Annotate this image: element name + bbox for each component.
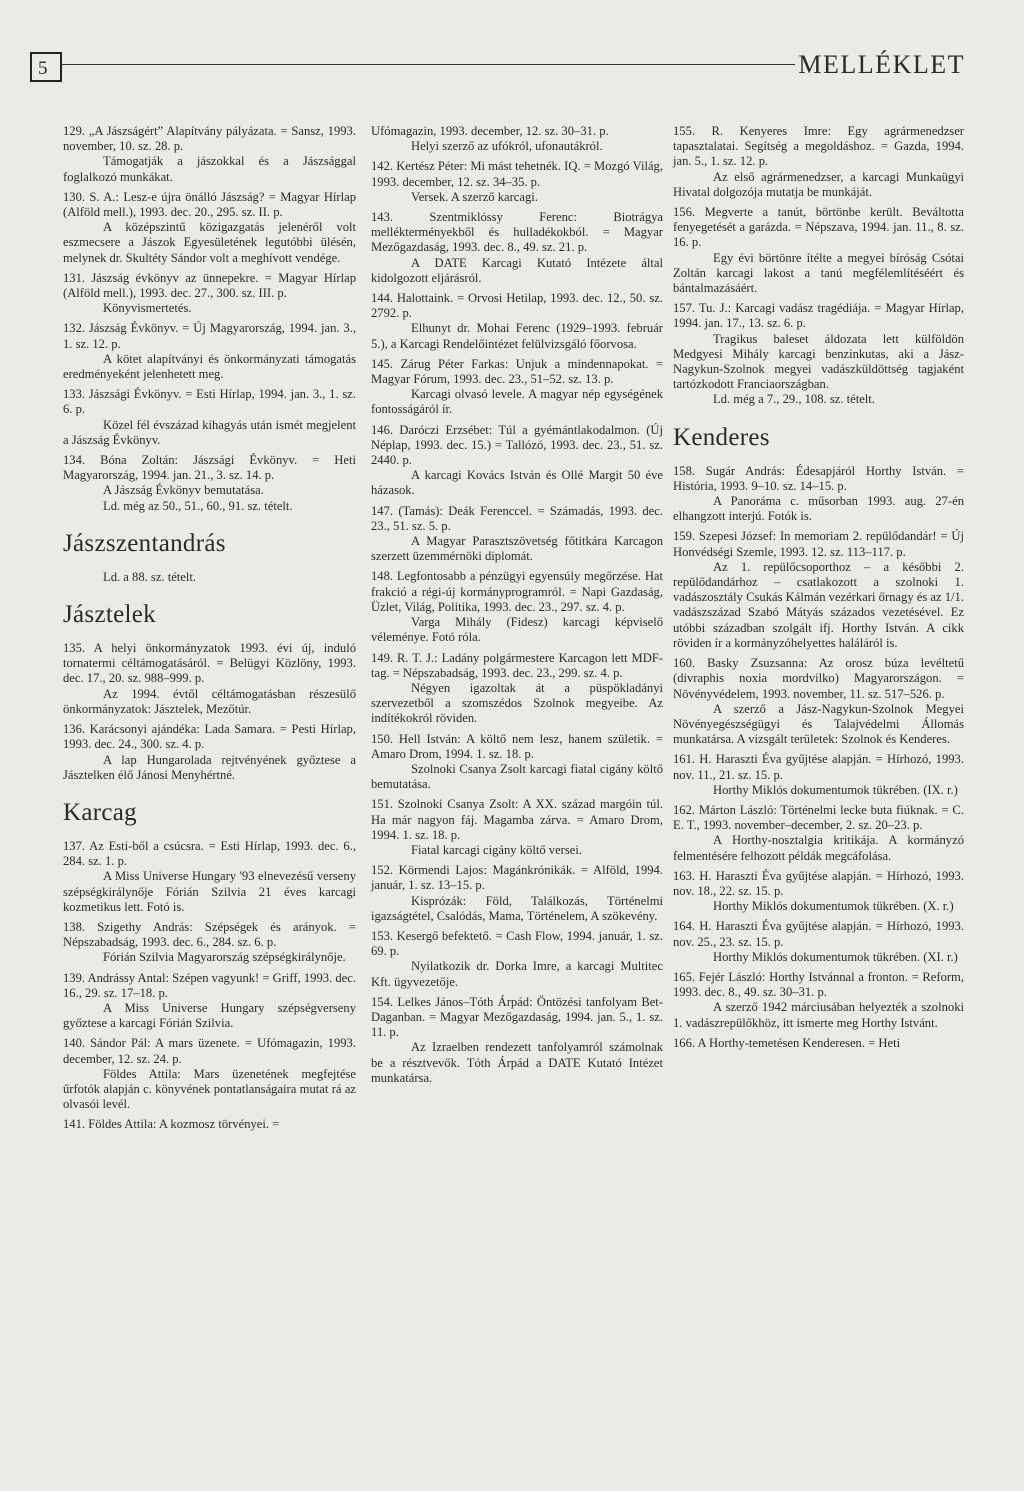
entry-annotation: Szolnoki Csanya Zsolt karcagi fiatal cigány költő bemutatása. [371,761,663,792]
entry-citation: 132. Jászság Évkönyv. = Új Magyarország, 1994. jan. 3., 1. sz. 12. p. [63,321,356,351]
bibliography-entry [673,869,964,915]
bibliography-entry [371,797,663,858]
entry-annotation: Fórián Szilvia Magyarország szépségkirálynője. [103,950,346,965]
entry-annotation: Horthy Miklós dokumentumok tükrében. (IX. r.) [713,782,958,797]
entry-annotation: Varga Mihály (Fidesz) karcagi képviselő véleménye. Fotó róla. [371,615,663,645]
entry-annotation: Földes Attila: Mars üzenetének megfejtése űrfotók alapján c. könyvének pontatlanságaira mutat rá az olvasói levél. [63,1066,356,1112]
entry-annotation: Az első agrármenedzser, a karcagi Munkaügyi Hivatal dolgozója mutatja be munkáját. [673,169,964,199]
bibliography-entry [673,124,964,200]
bibliography-entry [673,464,964,525]
entry-citation: 158. Sugár András: Édesapjáról Horthy István. = História, 1993. 9–10. sz. 14–15. p. [673,463,964,493]
entry-annotation: Kisprózák: Föld, Találkozás, Történelmi igazságtétel, Csalódás, Mama, Történelem, A szökevény. [371,893,663,923]
entry-annotation: Ld. a 88. sz. tételt. [103,569,197,584]
column-2 [371,124,663,1091]
entry-citation: 159. Szepesi József: In memoriam 2. repülődandár! = Új Honvédségi Szemle, 1993. 12. sz. 113–117. p. [673,529,964,559]
entry-annotation: A középszintű közigazgatás jelenéről volt eszmecsere a Jászok Egyesületének legutóbbi ülésén, melynek dr. Skultéty Sándor volt a meghívott vendége. [63,220,356,265]
page-number: 5 [30,52,62,82]
bibliography-entry [673,529,964,651]
entry-citation: 165. Fejér László: Horthy Istvánnal a fronton. = Reform, 1993. dec. 8., 49. sz. 30–31. p. [673,969,964,1000]
entry-citation: 150. Hell István: A költő nem lesz, hanem születik. = Amaro Drom, 1994. 1. sz. 18. p. [371,731,663,761]
entry-citation: 142. Kertész Péter: Mi mást tehetnék. IQ. = Mozgó Világ, 1993. december, 12. sz. 34–35. p. [371,159,663,189]
bibliography-entry [63,1117,356,1132]
entry-annotation: Támogatják a jászokkal és a Jászsággal foglalkozó munkákat. [63,154,356,184]
entry-citation: 143. Szentmiklóssy Ferenc: Biotrágya mellékterményekből és hulladékokból. = Magyar Mezőgazdaság, 1993. dec. 8., 49. sz. 21. p. [371,210,663,255]
entry-citation: 146. Daróczi Erzsébet: Túl a gyémántlakodalmon. (Új Néplap, 1993. dec. 15.) = Tallózó, 1993. dec. 23., 51. sz. 2440. p. [371,422,663,468]
entry-annotation: Versek. A szerző karcagi. [411,189,538,204]
entry-citation: 161. H. Haraszti Éva gyűjtése alapján. = Hírhozó, 1993. nov. 11., 21. sz. 15. p. [673,752,964,782]
entry-citation: 129. „A Jászságért” Alapítvány pályázata. = Sansz, 1993. november, 10. sz. 28. p. [63,124,356,154]
entry-annotation: Négyen igazoltak át a püspökladányi szervezetből a szomszédos Szolnok megyeibe. Az indítékokról röviden. [371,680,663,726]
entry-citation: Ufómagazin, 1993. december, 12. sz. 30–31. p. [371,124,609,138]
bibliography-entry [673,970,964,1031]
entry-citation: 163. H. Haraszti Éva gyűjtése alapján. = Hírhozó, 1993. nov. 18., 22. sz. 15. p. [673,868,964,898]
place-heading: Jászszentandrás [63,529,226,557]
entry-annotation: Az 1. repülőcsoporthoz – a későbbi 2. repülődandárhoz – csatlakozott a szolnoki 1. vadászosztály Csukás Kálmán vezérkari őrnagy és az 1/1. vadászszázad Szabó Mátyás százados vezetésével. Ez utóbbi században szolgált ifj. Horthy István. A cikk röviden ír a kormányzóhelyettes haláláról is. [673,559,964,650]
bibliography-entry [673,1036,964,1051]
entry-citation: 135. A helyi önkormányzatok 1993. évi új, induló tornatermi céltámogatásáról. = Belügyi Közlöny, 1993. dec. 17., 20. sz. 988–999. p. [63,641,356,686]
entry-citation: 156. Megverte a tanút, börtönbe került. Beváltotta fenyegetését a garázda. = Népszava, 1994. jan. 11., 8. sz. 16. p. [673,205,964,250]
entry-citation: 145. Zárug Péter Farkas: Unjuk a mindennapokat. = Magyar Fórum, 1993. dec. 23., 51–52. sz. 13. p. [371,356,663,387]
entry-citation: 131. Jászság évkönyv az ünnepekre. = Magyar Hírlap (Alföld mell.), 1993. dec. 27., 300. sz. III. p. [63,270,356,301]
bibliography-entry [63,190,356,266]
entry-annotation: Horthy Miklós dokumentumok tükrében. (XI. r.) [713,949,958,964]
entry-citation: 155. R. Kenyeres Imre: Egy agrármenedzser tapasztalatai. Segítség a megoldáshoz. = Gazda, 1994. jan. 5., 1. sz. 12. p. [673,124,964,169]
entry-annotation: Az Izraelben rendezett tanfolyamról számolnak be a résztvevők. Tóth Árpád a DATE Kutató Intézet munkatársa. [371,1040,663,1085]
entry-annotation: Ld. még a 7., 29., 108. sz. tételt. [713,392,875,407]
entry-citation: 147. (Tamás): Deák Ferenccel. = Számadás, 1993. dec. 23., 51. sz. 5. p. [371,503,663,533]
column-1 [63,124,356,1138]
entry-citation: 162. Márton László: Történelmi lecke buta fiúknak. = C. E. T., 1993. november–december, 2. sz. 20–23. p. [673,802,964,833]
entry-annotation: Karcagi olvasó levele. A magyar nép egységének fontosságáról ír. [371,387,663,417]
entry-annotation: A Miss Universe Hungary szépségverseny győztese a karcagi Fórián Szilvia. [63,1000,356,1031]
entry-citation: 136. Karácsonyi ajándéka: Lada Samara. = Pesti Hírlap, 1993. dec. 24., 300. sz. 4. p. [63,722,356,752]
entry-citation: 137. Az Esti-ből a csúcsra. = Esti Hírlap, 1993. dec. 6., 284. sz. 1. p. [63,838,356,869]
entry-citation: 134. Bóna Zoltán: Jászsági Évkönyv. = Heti Magyarország, 1994. jan. 21., 3. sz. 14. p. [63,453,356,483]
entry-citation: 140. Sándor Pál: A mars üzenete. = Ufómagazin, 1993. december, 12. sz. 24. p. [63,1036,356,1066]
entry-citation: 130. S. A.: Lesz-e újra önálló Jászság? = Magyar Hírlap (Alföld mell.), 1993. dec. 20., 295. sz. II. p. [63,189,356,220]
entry-annotation: A szerző a Jász-Nagykun-Szolnok Megyei Növényegészségügyi és Talajvédelmi Állomás munkatársa. A vizsgált területek: Szolnok és Kenderes. [673,701,964,747]
bibliography-entry [371,863,663,924]
place-heading: Jásztelek [63,601,156,629]
entry-annotation: Ld. még az 50., 51., 60., 91. sz. tételt. [103,498,293,513]
bibliography-entry [63,271,356,317]
entry-citation: 133. Jászsági Évkönyv. = Esti Hírlap, 1994. jan. 3., 1. sz. 6. p. [63,387,356,417]
bibliography-entry [371,929,663,990]
bibliography-entry [371,504,663,565]
header-rule [60,64,795,65]
bibliography-entry [371,124,663,154]
bibliography-entry [673,803,964,864]
entry-citation: 144. Halottaink. = Orvosi Hetilap, 1993. dec. 12., 50. sz. 2792. p. [371,291,663,321]
entry-annotation: A Panoráma c. műsorban 1993. aug. 27-én elhangzott interjú. Fotók is. [673,494,964,524]
entry-annotation: Egy évi börtönre ítélte a megyei bíróság Csótai Zoltán karcagi lakost a tanú megfélemlítéséért és bántalmazásáért. [673,250,964,296]
entry-annotation: Horthy Miklós dokumentumok tükrében. (X. r.) [713,899,954,914]
entry-annotation: A szerző 1942 márciusában helyezték a szolnoki 1. vadászrepülőkhöz, itt ismerte meg Horthy Istvánt. [673,1000,964,1030]
entry-annotation: A Jászság Évkönyv bemutatása. [103,483,264,498]
entry-citation: 154. Lelkes János–Tóth Árpád: Öntözési tanfolyam Bet-Daganban. = Magyar Mezőgazdaság, 1994. jan. 5., 1. sz. 11. p. [371,994,663,1040]
entry-annotation: A Magyar Parasztszövetség főtitkára Karcagon szerzett üzemmérnöki diplomát. [371,534,663,564]
entry-annotation: Elhunyt dr. Mohai Ferenc (1929–1993. február 5.), a Karcagi Rendelőintézet felülvizsgáló főorvosa. [371,321,663,351]
entry-citation: 138. Szigethy András: Szépségek és arányok. = Népszabadság, 1993. dec. 6., 284. sz. 6. p. [63,919,356,950]
entry-annotation: A lap Hungarolada rejtvényének győztese a Jásztelken élő Jánosi Menyhértné. [63,752,356,782]
entry-annotation: A karcagi Kovács István és Ollé Margit 50 éve házasok. [371,468,663,498]
bibliography-entry [371,159,663,205]
bibliography-entry [673,919,964,965]
entry-annotation: A Horthy-nosztalgia kritikája. A kormányzó felmentésére felhozott példák megcáfolása. [673,833,964,863]
bibliography-entry [63,839,356,915]
section-title: MELLÉKLET [798,50,965,79]
entry-annotation: Közel fél évszázad kihagyás után ismét megjelent a Jászság Évkönyv. [63,417,356,447]
bibliography-entry [371,210,663,286]
bibliography-entry [673,301,964,407]
entry-citation: 153. Kesergő befektető. = Cash Flow, 1994. január, 1. sz. 69. p. [371,928,663,959]
entry-annotation: A Miss Universe Hungary '93 elnevezésű verseny szépségkirálynője Fórián Szilvia 21 éves karcagi kozmetikus lett. Fotó is. [63,869,356,914]
bibliography-entry [63,124,356,185]
place-heading: Kenderes [673,423,770,451]
bibliography-entry [673,205,964,296]
page-header [30,52,965,86]
entry-annotation: A kötet alapítványi és önkormányzati támogatás eredményeként jelenhetett meg. [63,351,356,382]
entry-citation: 149. R. T. J.: Ladány polgármestere Karcagon lett MDF-tag. = Népszabadság, 1993. dec. 23., 299. sz. 4. p. [371,650,663,680]
bibliography-entry [371,569,663,645]
column-3 [673,124,964,1056]
bibliography-entry [371,291,663,352]
entry-citation: 160. Basky Zsuzsanna: Az orosz búza levéltetű (divraphis noxia mordvilko) Magyarországon. = Növényvédelem, 1993. november, 11. sz. 517–526. p. [673,656,964,701]
bibliography-entry [371,995,663,1086]
bibliography-entry [63,971,356,1032]
entry-citation: 166. A Horthy-temetésen Kenderesen. = Heti [673,1035,901,1050]
entry-citation: 148. Legfontosabb a pénzügyi egyensúly megőrzése. Hat frakció a régi-új kormányprogramról. = Napi Gazdaság, Üzlet, Világ, Politika, 1993. dec. 23., 297. sz. 4. p. [371,569,663,614]
entry-citation: 151. Szolnoki Csanya Zsolt: A XX. század margóin túl. Ha már nagyon fáj. Magamba zárva. = Amaro Drom, 1994. 1. sz. 18. p. [371,797,663,842]
bibliography-entry [63,722,356,783]
bibliography-entry [63,387,356,448]
entry-citation: 141. Földes Attila: A kozmosz törvényei. = [63,1117,280,1132]
bibliography-entry [673,656,964,747]
entry-annotation: Nyilatkozik dr. Dorka Imre, a karcagi Multitec Kft. ügyvezetője. [371,959,663,989]
place-heading: Karcag [63,798,137,826]
bibliography-entry [63,920,356,966]
entry-annotation: Tragikus baleset áldozata lett külföldön Medgyesi Mihály karcagi benzinkutas, aki a Jász-Nagykun-Szolnok megyei vadászküldöttség tagjaként tartózkodott Franciaországban. [673,331,964,392]
bibliography-entry [63,1036,356,1112]
entry-citation: 164. H. Haraszti Éva gyűjtése alapján. = Hírhozó, 1993. nov. 25., 23. sz. 15. p. [673,919,964,949]
bibliography-entry [63,453,356,514]
bibliography-entry [63,641,356,717]
entry-annotation: Fiatal karcagi cigány költő versei. [411,842,583,857]
bibliography-entry [371,357,663,418]
bibliography-entry [371,423,663,499]
entry-citation: 152. Körmendi Lajos: Magánkrónikák. = Alföld, 1994. január, 1. sz. 13–15. p. [371,863,663,893]
bibliography-entry [63,321,356,382]
entry-annotation: Helyi szerző az ufókról, ufonautákról. [411,139,603,154]
bibliography-entry [673,752,964,798]
entry-annotation: A DATE Karcagi Kutató Intézete által kidolgozott eljárásról. [371,255,663,285]
bibliography-entry [371,651,663,727]
entry-citation: 139. Andrássy Antal: Szépen vagyunk! = Griff, 1993. dec. 16., 29. sz. 17–18. p. [63,970,356,1000]
bibliography-entry [63,570,356,585]
entry-citation: 157. Tu. J.: Karcagi vadász tragédiája. = Magyar Hírlap, 1994. jan. 17., 13. sz. 6. p. [673,301,964,331]
entry-annotation: Könyvismertetés. [103,301,192,316]
entry-annotation: Az 1994. évtől céltámogatásban részesülő önkormányzatok: Jásztelek, Mezőtúr. [63,686,356,716]
bibliography-entry [371,732,663,793]
